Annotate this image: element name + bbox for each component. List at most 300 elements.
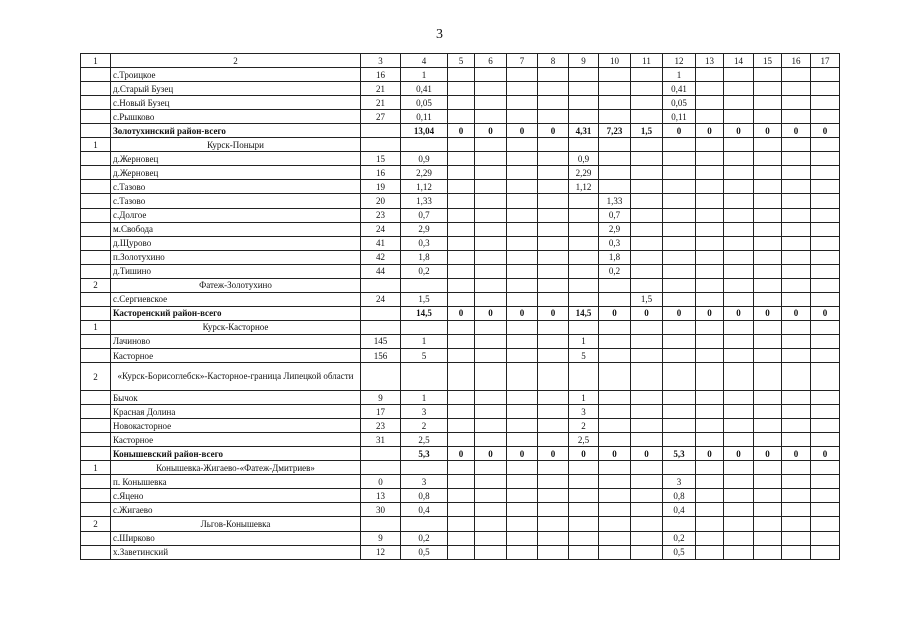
table-cell [696,489,724,503]
column-header: 11 [631,54,663,68]
table-cell [81,475,111,489]
table-cell: 0,2 [599,264,631,278]
table-row [81,517,840,531]
table-row [81,166,840,180]
table-cell: 5,3 [663,447,696,461]
table-row [81,264,840,278]
table-cell [538,517,569,531]
table-cell [538,348,569,362]
table-cell [81,419,111,433]
table-cell: 0,4 [663,503,696,517]
table-cell: 1,5 [631,124,663,138]
table-cell [631,166,663,180]
table-cell: 13,04 [401,124,448,138]
table-cell: 1 [81,320,111,334]
table-cell [599,96,631,110]
table-cell [507,278,538,292]
table-cell [754,348,782,362]
table-cell: 17 [361,405,401,419]
table-cell [782,236,811,250]
table-cell [475,278,507,292]
table-cell [448,461,475,475]
table-cell [631,475,663,489]
table-cell: 145 [361,334,401,348]
settlement-name: д.Жерновец [111,166,361,180]
table-cell [782,222,811,236]
table-cell [81,250,111,264]
table-row [81,461,840,475]
table-cell [538,152,569,166]
table-cell [811,503,840,517]
table-cell [724,517,754,531]
table-row [81,391,840,405]
table-row [81,306,840,320]
table-cell [599,461,631,475]
table-cell [724,278,754,292]
table-cell [754,110,782,124]
table-cell: 1 [569,391,599,405]
table-cell: 0,2 [401,264,448,278]
table-cell [475,292,507,306]
table-cell [631,82,663,96]
table-cell [401,278,448,292]
table-cell [401,461,448,475]
table-cell: 19 [361,180,401,194]
table-cell [448,391,475,405]
table-cell [696,545,724,559]
table-cell [782,68,811,82]
table-cell [475,68,507,82]
table-cell [754,461,782,475]
table-cell [569,110,599,124]
table-cell [448,96,475,110]
table-cell [507,363,538,391]
table-cell [81,194,111,208]
table-cell [599,405,631,419]
table-cell [599,180,631,194]
table-cell [507,152,538,166]
table-cell [538,236,569,250]
table-cell [663,264,696,278]
table-cell [475,166,507,180]
table-cell [507,489,538,503]
table-cell [754,68,782,82]
settlement-name: с.Новый Бузец [111,96,361,110]
table-cell: 2 [81,517,111,531]
table-cell [401,320,448,334]
column-header: 13 [696,54,724,68]
table-cell [507,166,538,180]
table-cell [724,96,754,110]
table-cell [475,433,507,447]
table-cell [538,96,569,110]
table-cell: 20 [361,194,401,208]
table-cell: 0 [782,306,811,320]
table-cell [754,96,782,110]
table-cell [507,68,538,82]
table-cell [538,250,569,264]
table-cell [507,110,538,124]
table-cell: 2 [81,278,111,292]
table-cell [569,96,599,110]
table-cell [724,489,754,503]
table-row [81,419,840,433]
table-cell [507,475,538,489]
table-cell: 3 [569,405,599,419]
table-cell [538,433,569,447]
settlement-name: с.Тазово [111,194,361,208]
settlement-name: Красная Долина [111,405,361,419]
table-cell [475,531,507,545]
table-cell [599,166,631,180]
table-cell [811,405,840,419]
table-cell [569,531,599,545]
table-cell: 1 [401,391,448,405]
table-cell [569,461,599,475]
table-cell: 21 [361,96,401,110]
table-cell [811,545,840,559]
table-cell [538,264,569,278]
table-cell: 0 [696,447,724,461]
table-cell [507,461,538,475]
table-cell [754,419,782,433]
table-cell [811,334,840,348]
table-cell [569,250,599,264]
table-cell [599,433,631,447]
table-cell: 13 [361,489,401,503]
table-cell [663,461,696,475]
table-cell [631,545,663,559]
table-cell [631,391,663,405]
table-cell [538,391,569,405]
table-cell [724,222,754,236]
table-cell: 0 [507,447,538,461]
table-cell [475,405,507,419]
table-cell: 0,7 [599,208,631,222]
table-cell [475,475,507,489]
table-cell [782,166,811,180]
table-cell [569,278,599,292]
settlement-name: Касторное [111,433,361,447]
table-cell [811,419,840,433]
table-cell: 0 [811,447,840,461]
settlement-name: д.Тишино [111,264,361,278]
column-header: 9 [569,54,599,68]
table-cell [811,208,840,222]
table-cell [782,348,811,362]
table-cell [569,208,599,222]
table-cell [696,292,724,306]
table-cell [448,278,475,292]
settlement-name: Лачиново [111,334,361,348]
table-cell [663,208,696,222]
table-cell: 3 [663,475,696,489]
table-cell [599,503,631,517]
column-header: 1 [81,54,111,68]
table-cell [475,264,507,278]
table-cell: 0,5 [663,545,696,559]
table-row [81,348,840,362]
table-cell [507,236,538,250]
table-cell: 24 [361,292,401,306]
table-cell [81,96,111,110]
table-row [81,96,840,110]
table-cell: 1,5 [401,292,448,306]
settlement-name: п.Золотухино [111,250,361,264]
table-cell [81,447,111,461]
table-cell [569,236,599,250]
table-cell [81,433,111,447]
table-cell [448,110,475,124]
table-cell [448,152,475,166]
table-cell [569,489,599,503]
table-cell [811,222,840,236]
table-cell [507,194,538,208]
table-cell [696,531,724,545]
table-cell [475,489,507,503]
table-cell [448,264,475,278]
table-cell [569,138,599,152]
table-cell [782,517,811,531]
table-cell [782,391,811,405]
table-cell: 0 [538,306,569,320]
table-cell [754,278,782,292]
table-cell [631,152,663,166]
table-cell [538,68,569,82]
table-cell [475,320,507,334]
table-cell [538,545,569,559]
table-cell [696,419,724,433]
table-cell [811,82,840,96]
table-cell: 0 [448,447,475,461]
column-header: 7 [507,54,538,68]
table-cell: 14,5 [569,306,599,320]
table-cell [663,334,696,348]
table-cell [507,208,538,222]
table-cell [754,292,782,306]
table-cell [599,320,631,334]
table-cell [754,405,782,419]
table-cell [361,320,401,334]
table-cell [81,264,111,278]
table-cell [696,152,724,166]
table-cell [599,152,631,166]
table-cell [724,391,754,405]
table-row [81,433,840,447]
table-cell: 0,11 [401,110,448,124]
table-cell [782,405,811,419]
column-header: 14 [724,54,754,68]
table-cell [361,363,401,391]
settlement-name: с.Яцено [111,489,361,503]
table-cell [724,348,754,362]
table-cell [811,489,840,503]
column-header: 15 [754,54,782,68]
table-cell [724,208,754,222]
table-cell: 0 [631,306,663,320]
section-title: Льгов-Конышевка [111,517,361,531]
table-cell [754,363,782,391]
table-cell [569,68,599,82]
table-cell [696,208,724,222]
table-cell [448,503,475,517]
table-cell [696,264,724,278]
table-cell [475,461,507,475]
table-cell [475,334,507,348]
table-cell [782,489,811,503]
table-row [81,503,840,517]
table-cell [754,334,782,348]
table-cell [782,503,811,517]
table-cell: 0 [696,124,724,138]
table-cell [538,475,569,489]
table-cell: 1,8 [401,250,448,264]
table-cell [782,320,811,334]
table-cell [81,222,111,236]
settlement-name: с.Сергиевское [111,292,361,306]
table-cell: 0,2 [663,531,696,545]
table-row [81,82,840,96]
table-cell [754,222,782,236]
table-cell [569,545,599,559]
table-cell [811,166,840,180]
table-cell [782,334,811,348]
table-cell [81,503,111,517]
table-cell [538,166,569,180]
table-cell: 0 [538,447,569,461]
table-cell [724,320,754,334]
table-cell [475,348,507,362]
table-cell [631,503,663,517]
table-cell [599,419,631,433]
table-cell [475,138,507,152]
section-title: Курск-Поныри [111,138,361,152]
table-cell [81,208,111,222]
table-cell [507,503,538,517]
table-cell [538,419,569,433]
table-cell: 0,3 [401,236,448,250]
table-row [81,110,840,124]
settlement-name: с.Рышково [111,110,361,124]
table-cell [724,110,754,124]
column-header: 12 [663,54,696,68]
table-cell [754,166,782,180]
table-cell [724,236,754,250]
table-cell [448,348,475,362]
table-cell [696,503,724,517]
table-cell [81,489,111,503]
table-cell [631,405,663,419]
table-cell: 1 [401,68,448,82]
table-cell [696,236,724,250]
table-cell [811,110,840,124]
page-number: 3 [436,27,443,42]
table-cell [475,152,507,166]
table-cell [475,419,507,433]
table-cell: 1,5 [631,292,663,306]
table-cell [696,320,724,334]
table-cell: 2,9 [599,222,631,236]
table-cell: 0 [754,306,782,320]
table-cell [81,180,111,194]
table-cell: 5 [401,348,448,362]
table-cell [663,517,696,531]
table-cell [754,250,782,264]
table-cell: 0 [724,447,754,461]
table-cell [448,166,475,180]
table-cell [782,208,811,222]
table-cell [811,461,840,475]
table-cell [631,419,663,433]
table-cell [696,475,724,489]
table-cell [696,68,724,82]
table-cell [663,166,696,180]
table-cell [81,545,111,559]
table-cell [448,545,475,559]
table-cell [361,461,401,475]
table-cell [811,363,840,391]
table-cell [538,334,569,348]
table-cell [811,278,840,292]
table-cell [782,419,811,433]
table-cell [448,419,475,433]
table-cell [782,433,811,447]
table-cell [631,363,663,391]
table-cell [599,68,631,82]
table-cell [696,363,724,391]
table-cell [81,152,111,166]
table-cell: 1,33 [401,194,448,208]
table-cell: 0 [448,306,475,320]
settlement-name: с.Жигаево [111,503,361,517]
column-header: 17 [811,54,840,68]
table-cell: 0 [599,447,631,461]
table-cell [448,82,475,96]
table-header-row [81,54,840,68]
table-cell: 2,5 [401,433,448,447]
table-cell [631,461,663,475]
table-cell [448,208,475,222]
table-cell: 5,3 [401,447,448,461]
table-cell [631,68,663,82]
table-row [81,292,840,306]
table-cell [696,180,724,194]
table-cell [696,348,724,362]
table-cell [569,194,599,208]
table-cell [724,363,754,391]
table-cell [724,194,754,208]
table-cell [811,517,840,531]
table-cell [724,531,754,545]
table-cell [631,110,663,124]
table-cell [811,320,840,334]
table-cell [811,250,840,264]
table-row [81,250,840,264]
table-cell [811,391,840,405]
table-cell [507,545,538,559]
table-cell [663,152,696,166]
table-cell [724,264,754,278]
table-row [81,194,840,208]
table-cell [724,419,754,433]
table-cell [448,194,475,208]
table-cell: 41 [361,236,401,250]
table-cell [754,475,782,489]
table-cell [696,405,724,419]
table-cell [569,320,599,334]
table-cell: 0 [696,306,724,320]
table-cell [569,82,599,96]
